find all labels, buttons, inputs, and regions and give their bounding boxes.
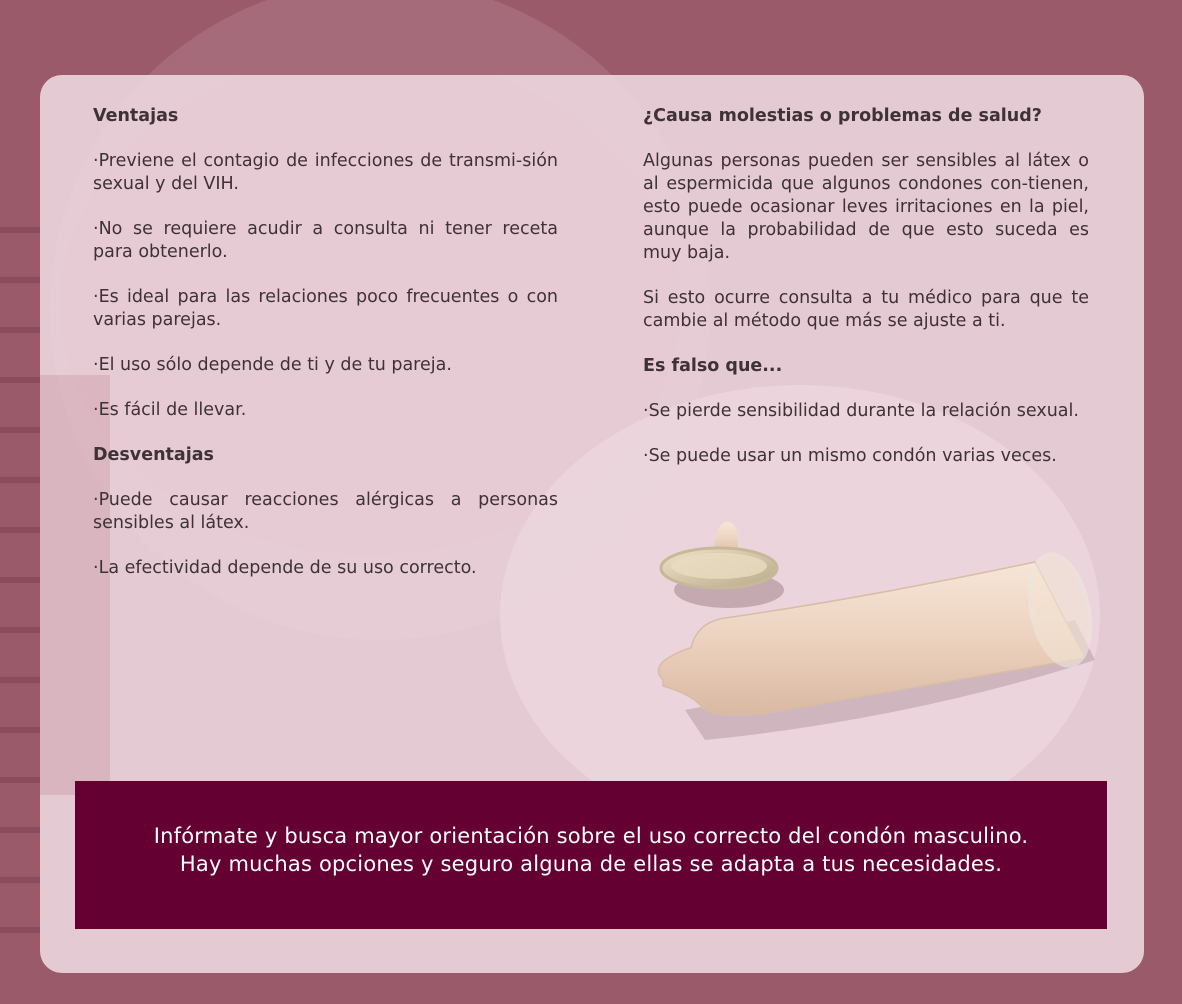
info-banner [75,781,1107,929]
ventajas-item: ·Es fácil de llevar. [93,400,247,420]
ventajas-item: ·El uso sólo depende de ti y de tu pareja. [93,355,452,375]
advantages-column [93,105,558,602]
banner-line-1: Infórmate y busca mayor orientación sobre el uso correcto del condón masculino. [153,824,1029,848]
falso-item: ·Se puede usar un mismo condón varias veces. [643,446,1057,466]
falso-item: ·Se pierde sensibilidad durante la relación sexual. [643,401,1079,421]
ventajas-item: ·Es ideal para las relaciones poco frecuentes o con varias parejas. [93,287,558,330]
banner-line-2: Hay muchas opciones y seguro alguna de ellas se adapta a tus necesidades. [179,852,1003,876]
desventajas-heading: Desventajas [93,445,214,465]
molestias-paragraph: Si esto ocurre consulta a tu médico para que te cambie al método que más se ajuste a ti. [643,288,1089,331]
desventajas-item: ·La efectividad depende de su uso correcto. [93,558,477,578]
falso-heading: Es falso que... [643,356,783,376]
molestias-paragraph: Algunas personas pueden ser sensibles al látex o al espermicida que algunos condones con-tienen, esto puede ocasionar leves irritaciones en la piel, aunque la probabilidad de que esto suceda es muy baja. [643,151,1089,263]
molestias-heading: ¿Causa molestias o problemas de salud? [643,106,1042,126]
desventajas-item: ·Puede causar reacciones alérgicas a personas sensibles al látex. [93,490,558,533]
ventajas-heading: Ventajas [93,106,179,126]
ventajas-item: ·No se requiere acudir a consulta ni tener receta para obtenerlo. [93,219,558,262]
condom-illustration [645,510,1115,750]
health-column [643,105,1089,490]
ventajas-item: ·Previene el contagio de infecciones de transmi-sión sexual y del VIH. [93,151,558,194]
